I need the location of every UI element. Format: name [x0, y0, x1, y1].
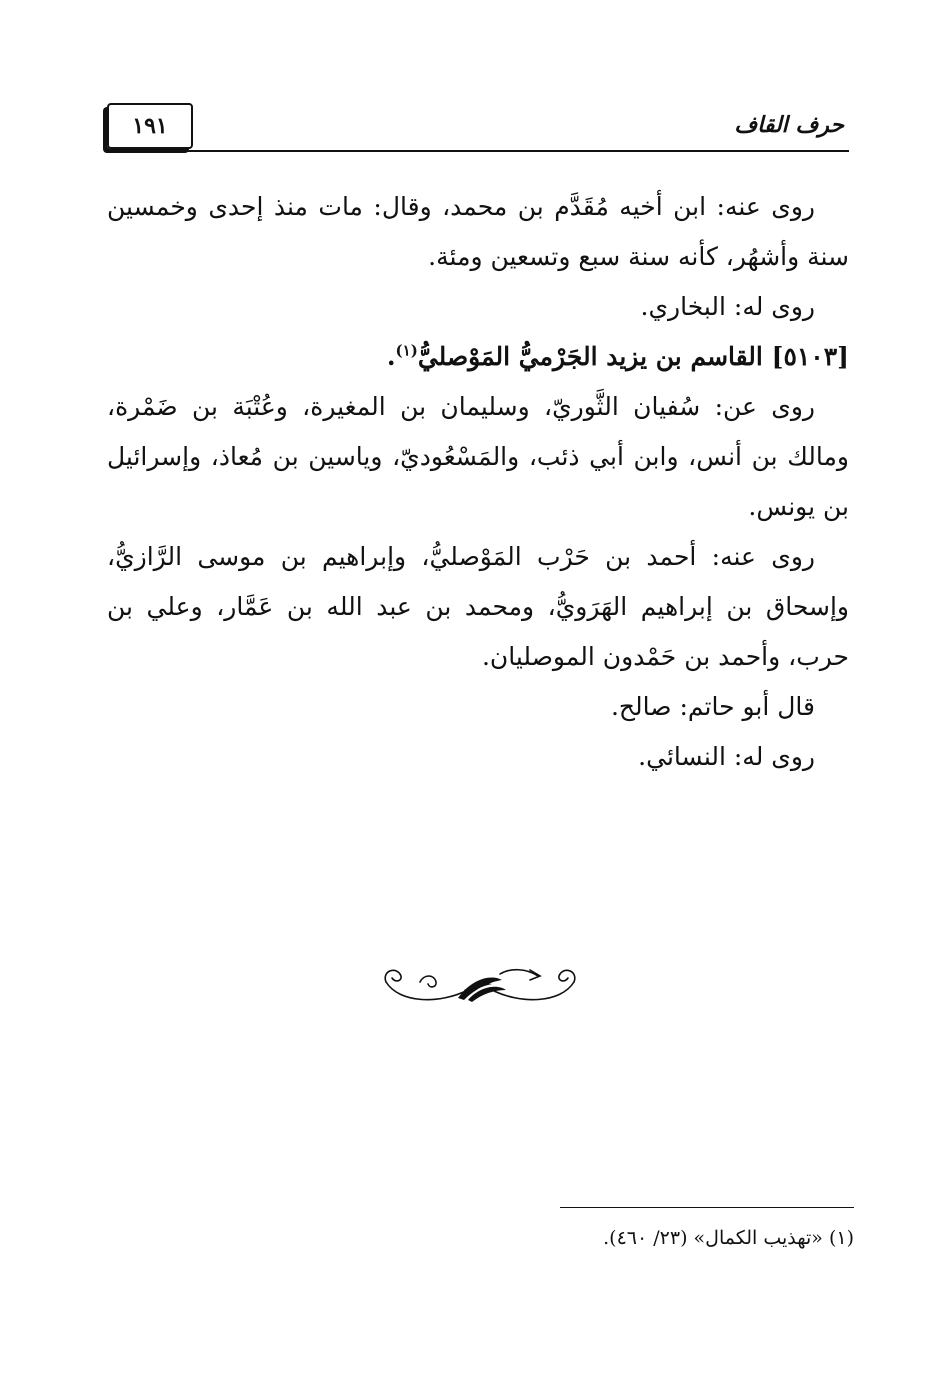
floral-divider-icon [380, 960, 580, 1008]
paragraph-narrated-from-him-2: روى عنه: أحمد بن حَرْب المَوْصليُّ، وإبراهيم بن موسى الرَّازيُّ، وإسحاق بن إبراهيم الهَرَويُّ، ومحمد بن عبد الله بن عَمَّار، وعلي بن حرب، وأحمد بن حَمْدون الموصليان. [107, 542, 849, 671]
entry-name: القاسم بن يزيد الجَرْميُّ المَوْصليُّ [417, 342, 763, 371]
page-number: ١٩١ [132, 113, 168, 139]
page-number-box [107, 103, 193, 149]
entry-end: . [386, 342, 396, 371]
running-head: حرف القاف [734, 112, 844, 138]
paragraph-narrated-by-2: روى له: النسائي. [638, 742, 815, 771]
paragraph-narrated-by: روى له: البخاري. [640, 292, 815, 321]
footnote-rule [560, 1207, 854, 1208]
paragraph-abu-hatim: قال أبو حاتم: صالح. [610, 692, 815, 721]
footnote-marker[interactable]: (١) [395, 341, 418, 360]
paragraph-narrated-from: روى عن: سُفيان الثَّوريّ، وسليمان بن المغيرة، وعُتْبَة بن ضَمْرة، ومالك بن أنس، وابن أبي ذئب، والمَسْعُوديّ، وياسين بن مُعاذ، وإسرائيل بن يونس. [107, 392, 849, 521]
entry-number: [٥١٠٣] [771, 342, 849, 371]
header-rule [107, 150, 849, 152]
footnote: (١) «تهذيب الكمال» (٢٣/ ٤٦٠). [603, 1227, 854, 1249]
paragraph-narrated-from-him-1: روى عنه: ابن أخيه مُقَدَّم بن محمد، وقال: مات منذ إحدى وخمسين سنة وأشهُر، كأنه سنة سبع وتسعين ومئة. [107, 192, 849, 271]
entry-heading [107, 332, 849, 382]
body-text [107, 182, 849, 782]
